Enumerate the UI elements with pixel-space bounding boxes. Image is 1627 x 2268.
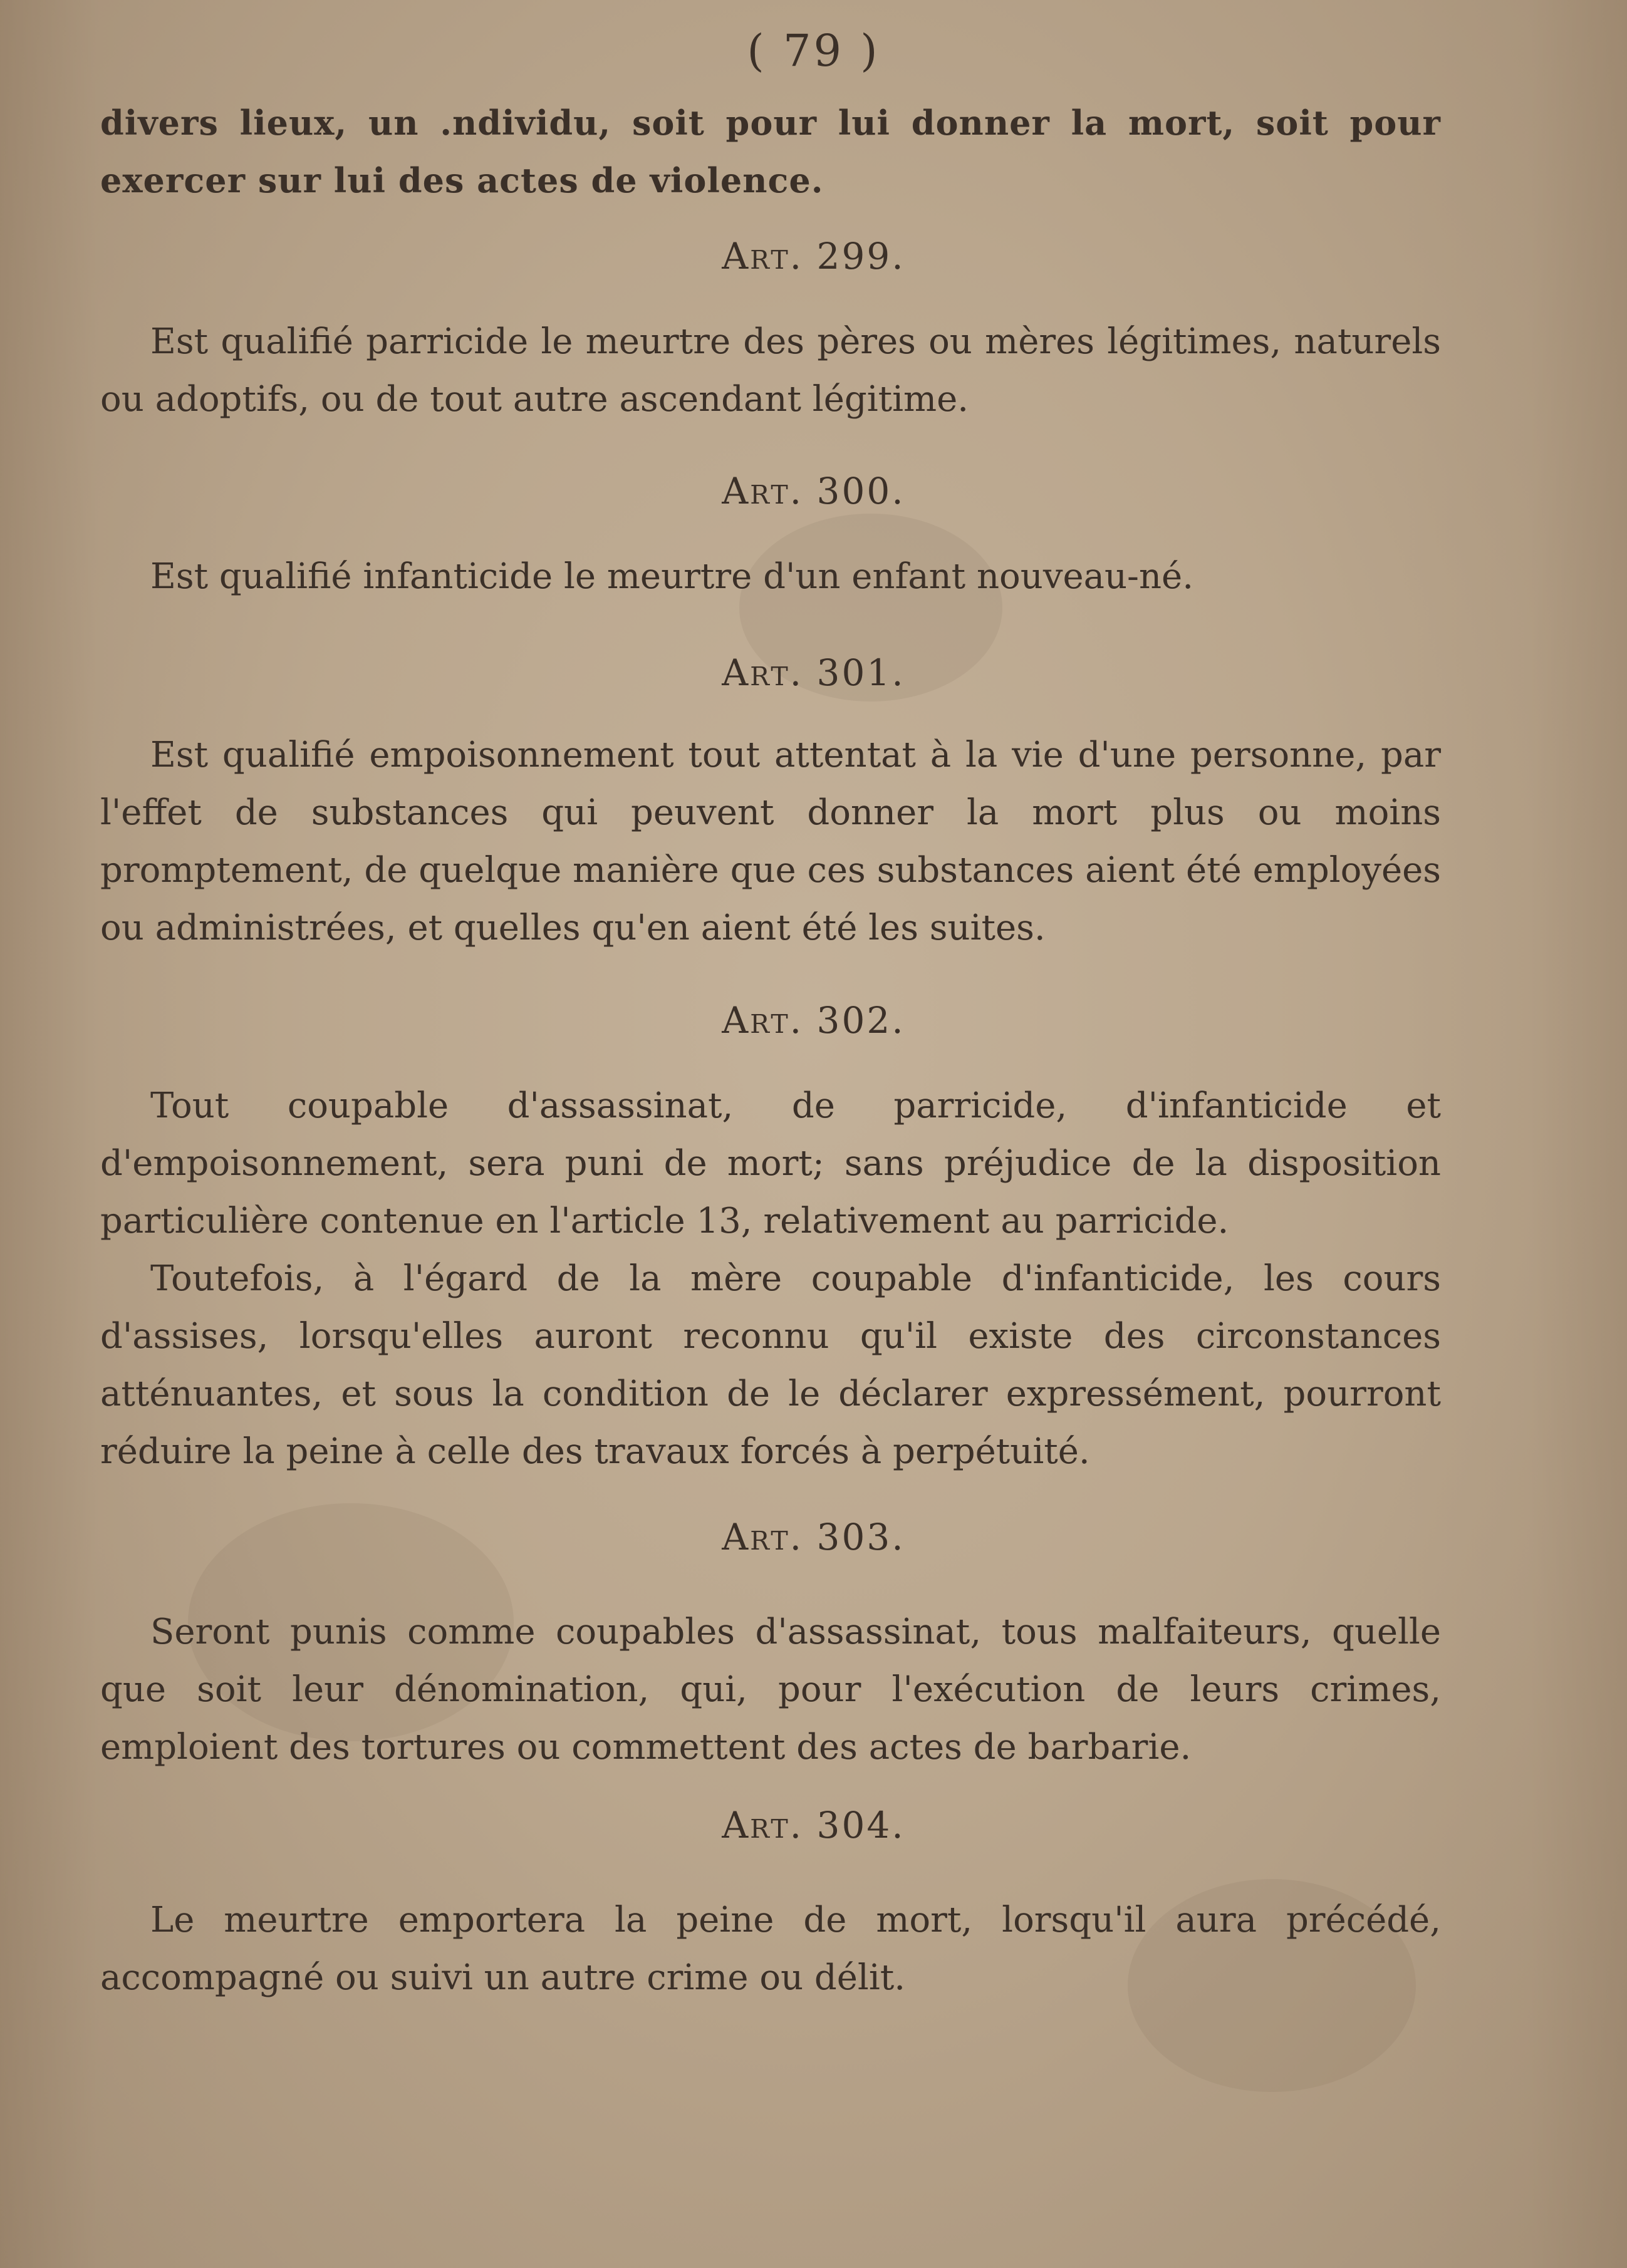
article-heading-299: Art. 299. xyxy=(722,235,905,277)
continuation-paragraph: divers lieux, un .ndividu, soit pour lui donner la mort, soit pour exercer sur lui des actes de violence. xyxy=(100,103,1441,200)
page-number: ( 79 ) xyxy=(747,25,880,76)
article-300-paragraph: Est qualifié infanticide le meurtre d'un enfant nouveau-né. xyxy=(150,556,1193,597)
continuation-text xyxy=(100,94,1441,209)
article-299-body xyxy=(100,313,1441,428)
article-302-paragraph-2: Toutefois, à l'égard de la mère coupable d'infanticide, les cours d'assises, lorsqu'elles auront reconnu qu'il existe des circonstances atténuantes, et sous la condition de le déclarer expressément, pourront réduire la peine à celle des travaux forcés à perpétuité. xyxy=(100,1258,1441,1472)
article-heading-300: Art. 300. xyxy=(722,470,905,512)
article-heading-304: Art. 304. xyxy=(722,1804,905,1846)
article-303-body xyxy=(100,1603,1441,1776)
article-301-body xyxy=(100,727,1441,957)
article-heading-301: Art. 301. xyxy=(722,651,905,694)
article-302-body xyxy=(100,1077,1441,1481)
article-302-paragraph-1: Tout coupable d'assassinat, de parricide, d'infanticide et d'empoisonnement, sera puni de mort; sans préjudice de la disposition particulière contenue en l'article 13, relativement au parricide. xyxy=(100,1085,1441,1241)
article-300-body xyxy=(100,548,1441,606)
article-heading-302: Art. 302. xyxy=(722,999,905,1042)
article-304-body xyxy=(100,1892,1441,2007)
article-299-paragraph: Est qualifié parricide le meurtre des pères ou mères légitimes, naturels ou adoptifs, ou de tout autre ascendant légitime. xyxy=(100,321,1441,420)
article-301-paragraph: Est qualifié empoisonnement tout attentat à la vie d'une personne, par l'effet de substances qui peuvent donner la mort plus ou moins promptement, de quelque manière que ces substances aient été employées ou administrées, et quelles qu'en aient été les suites. xyxy=(100,735,1441,948)
article-heading-303: Art. 303. xyxy=(722,1516,905,1558)
article-303-paragraph: Seront punis comme coupables d'assassinat, tous malfaiteurs, quelle que soit leur dénomination, qui, pour l'exécution de leurs crimes, emploient des tortures ou commettent des actes de barbarie. xyxy=(100,1612,1441,1768)
article-304-paragraph: Le meurtre emportera la peine de mort, lorsqu'il aura précédé, accompagné ou suivi un autre crime ou délit. xyxy=(100,1900,1441,1998)
